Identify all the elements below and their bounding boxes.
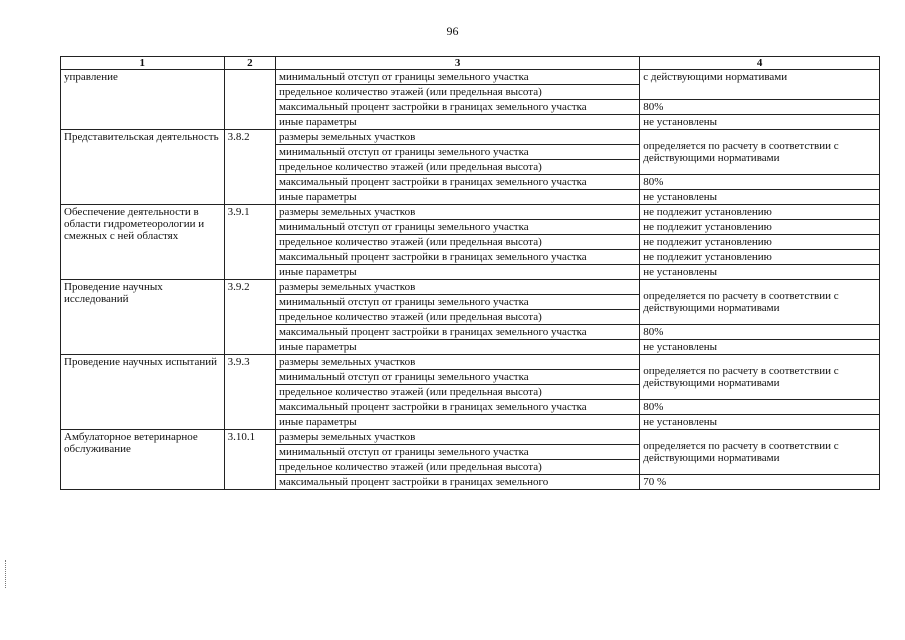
use-type-code: 3.10.1	[224, 430, 275, 490]
parameter-value: не установлены	[640, 340, 880, 355]
parameter-name: минимальный отступ от границы земельного участка	[276, 145, 640, 160]
parameter-value: определяется по расчету в соответствии с действующими нормативами	[640, 430, 880, 475]
header-row	[61, 57, 880, 70]
parameter-name: размеры земельных участков	[276, 130, 640, 145]
header-cell-4: 4	[640, 57, 880, 70]
parameter-name: предельное количество этажей (или предельная высота)	[276, 310, 640, 325]
parameter-value: не подлежит установлению	[640, 250, 880, 265]
use-type-name: Амбулаторное ветеринарное обслуживание	[61, 430, 225, 490]
use-type-name: Обеспечение деятельности в области гидрометеорологии и смежных с ней областях	[61, 205, 225, 280]
parameter-name: иные параметры	[276, 190, 640, 205]
parameter-name: максимальный процент застройки в границах земельного участка	[276, 175, 640, 190]
use-type-name: Представительская деятельность	[61, 130, 225, 205]
parameter-value: 80%	[640, 175, 880, 190]
table-row	[61, 130, 880, 145]
page-number: 96	[446, 24, 459, 38]
parameter-value: 70 %	[640, 475, 880, 490]
table-row	[61, 280, 880, 295]
header-cell-1: 1	[61, 57, 225, 70]
parameter-name: максимальный процент застройки в границах земельного	[276, 475, 640, 490]
parameter-name: предельное количество этажей (или предельная высота)	[276, 85, 640, 100]
table-header	[61, 57, 880, 70]
use-type-code: 3.9.3	[224, 355, 275, 430]
parameter-name: максимальный процент застройки в границах земельного участка	[276, 250, 640, 265]
parameter-name: минимальный отступ от границы земельного участка	[276, 295, 640, 310]
scan-edge-marks	[5, 560, 8, 588]
parameter-value: не установлены	[640, 415, 880, 430]
parameter-value: не подлежит установлению	[640, 205, 880, 220]
parameter-name: размеры земельных участков	[276, 430, 640, 445]
parameter-name: максимальный процент застройки в границах земельного участка	[276, 100, 640, 115]
parameter-value: не подлежит установлению	[640, 235, 880, 250]
header-cell-2: 2	[224, 57, 275, 70]
use-type-name: Проведение научных исследований	[61, 280, 225, 355]
use-type-code: 3.9.2	[224, 280, 275, 355]
parameter-value: определяется по расчету в соответствии с действующими нормативами	[640, 280, 880, 325]
parameter-value: не установлены	[640, 115, 880, 130]
table-row	[61, 355, 880, 370]
parameter-value: не установлены	[640, 265, 880, 280]
header-cell-3: 3	[276, 57, 640, 70]
table-body	[61, 70, 880, 490]
table-row	[61, 70, 880, 85]
parameter-value: с действующими нормативами	[640, 70, 880, 100]
parameter-value: определяется по расчету в соответствии с действующими нормативами	[640, 355, 880, 400]
parameter-value: 80%	[640, 325, 880, 340]
use-type-code: 3.8.2	[224, 130, 275, 205]
parameter-name: размеры земельных участков	[276, 280, 640, 295]
parameter-value: 80%	[640, 400, 880, 415]
table-row	[61, 430, 880, 445]
parameter-name: иные параметры	[276, 415, 640, 430]
parameter-name: минимальный отступ от границы земельного участка	[276, 370, 640, 385]
parameter-name: минимальный отступ от границы земельного участка	[276, 220, 640, 235]
use-type-code: 3.9.1	[224, 205, 275, 280]
parameter-value: не установлены	[640, 190, 880, 205]
use-type-name: Проведение научных испытаний	[61, 355, 225, 430]
parameter-name: предельное количество этажей (или предельная высота)	[276, 160, 640, 175]
parameter-name: размеры земельных участков	[276, 205, 640, 220]
parameter-name: иные параметры	[276, 265, 640, 280]
parameter-name: минимальный отступ от границы земельного участка	[276, 70, 640, 85]
parameter-name: предельное количество этажей (или предельная высота)	[276, 235, 640, 250]
parameter-name: максимальный процент застройки в границах земельного участка	[276, 400, 640, 415]
parameter-value: не подлежит установлению	[640, 220, 880, 235]
parameter-value: определяется по расчету в соответствии с действующими нормативами	[640, 130, 880, 175]
regulations-table	[60, 56, 880, 490]
parameter-name: максимальный процент застройки в границах земельного участка	[276, 325, 640, 340]
parameter-name: минимальный отступ от границы земельного участка	[276, 445, 640, 460]
parameter-value: 80%	[640, 100, 880, 115]
parameter-name: предельное количество этажей (или предельная высота)	[276, 460, 640, 475]
parameter-name: иные параметры	[276, 340, 640, 355]
use-type-code	[224, 70, 275, 130]
use-type-name: управление	[61, 70, 225, 130]
table-row	[61, 205, 880, 220]
parameter-name: предельное количество этажей (или предельная высота)	[276, 385, 640, 400]
parameter-name: иные параметры	[276, 115, 640, 130]
parameter-name: размеры земельных участков	[276, 355, 640, 370]
